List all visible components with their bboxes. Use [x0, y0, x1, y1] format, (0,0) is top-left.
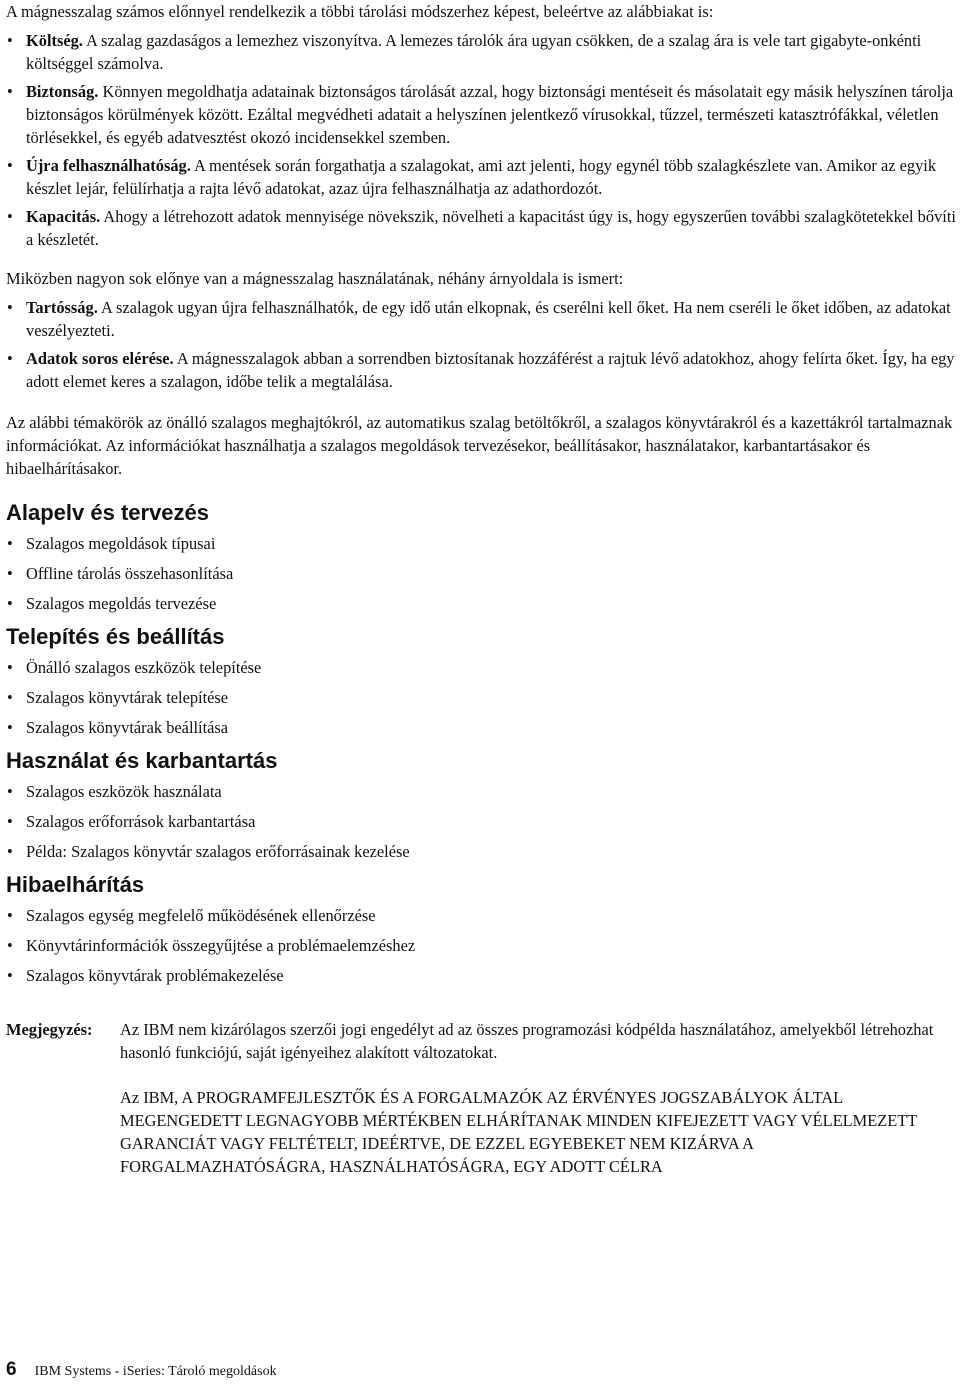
list-item [6, 80, 956, 149]
topic-link-label: Szalagos erőforrások karbantartása [26, 812, 256, 831]
topic-link-label: Szalagos könyvtárak beállítása [26, 718, 229, 737]
disadvantages-intro: Miközben nagyon sok előnye van a mágnesszalag használatának, néhány árnyoldala is ismert: [6, 269, 624, 288]
page-number: 6 [6, 1359, 17, 1380]
topic-link-label: Szalagos könyvtárak telepítése [26, 688, 229, 707]
bullet-icon: • [7, 718, 13, 737]
topic-link[interactable] [6, 532, 956, 562]
bullet-icon: • [7, 688, 13, 707]
bullet-icon: • [7, 207, 13, 226]
topic-list [6, 656, 956, 746]
list-item [6, 347, 956, 393]
bullet-icon: • [7, 82, 13, 101]
bullet-icon: • [7, 936, 13, 955]
bullet-icon: • [7, 812, 13, 831]
list-item [6, 296, 956, 342]
bullet-icon: • [7, 564, 13, 583]
topic-link-label: Offline tárolás összehasonlítása [26, 564, 234, 583]
bullet-icon: • [7, 842, 13, 861]
bullet-icon: • [7, 298, 13, 317]
document-page [6, 0, 956, 1178]
list-item-term: Újra felhasználhatóság. [26, 156, 191, 175]
topic-link-label: Szalagos könyvtárak problémakezelése [26, 966, 284, 985]
section-concepts [6, 500, 956, 622]
topic-link-label: Könyvtárinformációk összegyűjtése a problémaelemzéshez [26, 936, 416, 955]
topic-link-label: Szalagos megoldások típusai [26, 534, 216, 553]
topic-list [6, 780, 956, 870]
list-item-term: Tartósság. [26, 298, 98, 317]
topic-link-label: Szalagos eszközök használata [26, 782, 222, 801]
topic-link-label: Szalagos megoldás tervezése [26, 594, 217, 613]
note-block [6, 1018, 956, 1178]
topic-link-label: Szalagos egység megfelelő működésének ellenőrzése [26, 906, 376, 925]
bullet-icon: • [7, 594, 13, 613]
section-install [6, 624, 956, 746]
list-item-text: Ahogy a létrehozott adatok mennyisége növekszik, növelheti a kapacitást úgy is, hogy egyszerűen további szalagkötetekkel bővíti a készletét. [26, 207, 956, 249]
list-item-term: Adatok soros elérése. [26, 349, 174, 368]
bullet-icon: • [7, 534, 13, 553]
list-item-text: A szalag gazdaságos a lemezhez viszonyítva. A lemezes tárolók ára ugyan csökken, de a szalag ára is vele tart gigabyte-onkénti költséggel számolva. [26, 31, 922, 73]
topic-link[interactable] [6, 840, 956, 870]
topic-link[interactable] [6, 592, 956, 622]
section-heading: Alapelv és tervezés [6, 500, 210, 525]
list-item-text: Könnyen megoldhatja adatainak biztonságos tárolását azzal, hogy biztonsági mentéseit és másolatait egy másik helyszínen tárolja biztonságos körülmények között. Ezáltal megvédheti adatait a helyszínen jelentkező vírusokkal, tűzzel, természeti katasztrófákkal, véletlen törlésekkel, és egyéb adatvesztést okozó incidensekkel szemben. [26, 82, 954, 147]
list-item [6, 154, 956, 200]
list-item-text: A szalagok ugyan újra felhasználhatók, de egy idő után elkopnak, és cserélni kell őket. Ha nem cseréli le őket időben, az adatokat veszélyezteti. [26, 298, 951, 340]
topic-link[interactable] [6, 964, 956, 994]
bullet-icon: • [7, 156, 13, 175]
topic-link[interactable] [6, 934, 956, 964]
topic-link-label: Példa: Szalagos könyvtár szalagos erőforrásainak kezelése [26, 842, 410, 861]
topic-link[interactable] [6, 780, 956, 810]
note-paragraph: Az IBM nem kizárólagos szerzői jogi engedélyt ad az összes programozási kódpélda használatához, amelyekből létrehozhat hasonló funkciójú, saját igényeihez alakított változatokat. [120, 1020, 934, 1062]
bullet-icon: • [7, 906, 13, 925]
topic-link[interactable] [6, 656, 956, 686]
topics-intro: Az alábbi témakörök az önálló szalagos meghajtókról, az automatikus szalag betöltőkről, a szalagos könyvtárakról és a kazettákról tartalmaznak információkat. Az információkat használhatja a szalagos megoldások tervezésekor, beállításakor, használatakor, karbantartásakor és hibaelhárításakor. [6, 413, 953, 478]
note-body [120, 1018, 956, 1178]
topic-link[interactable] [6, 562, 956, 592]
list-item-text: A mentések során forgathatja a szalagokat, ami azt jelenti, hogy egynél több szalagkészlete van. Amikor az egyik készlet lejár, felülírhatja a rajta lévő adatokat, azaz újra felhasználhatja az adathordozót. [26, 156, 937, 198]
topic-list [6, 904, 956, 994]
list-item [6, 205, 956, 251]
topic-link[interactable] [6, 686, 956, 716]
topic-link[interactable] [6, 810, 956, 840]
topic-link[interactable] [6, 716, 956, 746]
list-item-term: Kapacitás. [26, 207, 101, 226]
topic-link-label: Önálló szalagos eszközök telepítése [26, 658, 262, 677]
bullet-icon: • [7, 782, 13, 801]
section-heading: Telepítés és beállítás [6, 624, 225, 649]
list-item-term: Biztonság. [26, 82, 99, 101]
disadvantages-list [6, 296, 956, 393]
bullet-icon: • [7, 31, 13, 50]
section-heading: Használat és karbantartás [6, 748, 278, 773]
advantages-list [6, 29, 956, 251]
section-troubleshooting [6, 872, 956, 994]
bullet-icon: • [7, 349, 13, 368]
topic-list [6, 532, 956, 622]
topic-link[interactable] [6, 904, 956, 934]
page-footer [6, 1361, 277, 1381]
section-usage [6, 748, 956, 870]
list-item-term: Költség. [26, 31, 83, 50]
list-item-text: A mágnesszalagok abban a sorrendben biztosítanak hozzáférést a rajtuk lévő adatokhoz, ahogy felírta őket. Így, ha egy adott elemet keres a szalagon, időbe telik a megtalálása. [26, 349, 955, 391]
intro-text: A mágnesszalag számos előnnyel rendelkezik a többi tárolási módszerhez képest, beleértve az alábbiakat is: [6, 2, 714, 21]
disclaimer-paragraph: Az IBM, A PROGRAMFEJLESZTŐK ÉS A FORGALMAZÓK AZ ÉRVÉNYES JOGSZABÁLYOK ÁLTAL MEGENGEDETT LEGNAGYOBB MÉRTÉKBEN ELHÁRÍTANAK MINDEN KIFEJEZETT VAGY VÉLELMEZETT GARANCIÁT VAGY FELTÉTELT, IDEÉRTVE, DE EZZEL EGYEBEKET NEM KIZÁRVA A FORGALMAZHATÓSÁGRA, HASZNÁLHATÓSÁGRA, EGY ADOTT CÉLRA [120, 1088, 917, 1176]
section-heading: Hibaelhárítás [6, 872, 145, 897]
note-label: Megjegyzés: [6, 1020, 93, 1039]
list-item [6, 29, 956, 75]
book-title: IBM Systems - iSeries: Tároló megoldások [34, 1364, 277, 1379]
bullet-icon: • [7, 966, 13, 985]
bullet-icon: • [7, 658, 13, 677]
